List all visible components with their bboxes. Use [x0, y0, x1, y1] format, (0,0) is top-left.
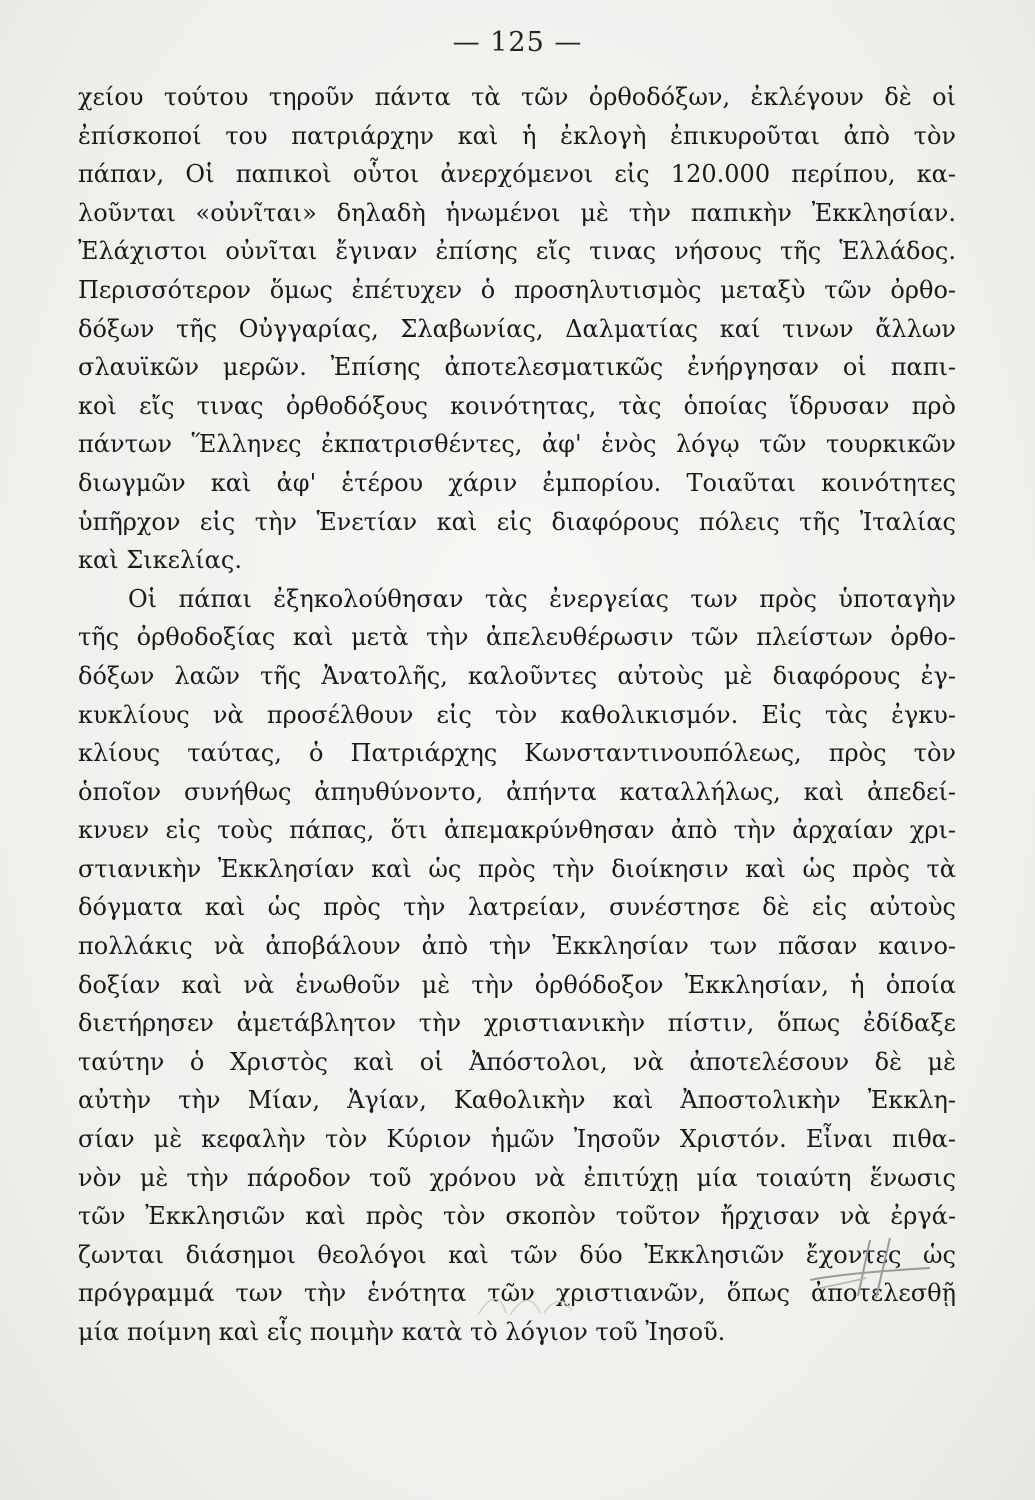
text-line: τῶν Ἐκκλησιῶν καὶ πρὸς τὸν σκοπὸν τοῦτον ἤρχισαν νὰ ἐργά-: [78, 1202, 956, 1231]
faint-pencil-mark: [470, 1285, 580, 1325]
text-line: αὐτὴν τὴν Μίαν, Ἁγίαν, Καθολικὴν καὶ Ἀποστολικὴν Ἐκκλη-: [78, 1086, 956, 1115]
text-line: Περισσότερον ὅμως ἐπέτυχεν ὁ προσηλυτισμὸς μεταξὺ τῶν ὀρθο-: [78, 275, 956, 304]
text-line: ὁποῖον συνήθως ἀπηυθύνοντο, ἀπήντα καταλλήλως, καὶ ἀπεδεί-: [78, 777, 956, 806]
text-line: δόξων τῆς Οὐγγαρίας, Σλαβωνίας, Δαλματίας καί τινων ἄλλων: [78, 314, 956, 343]
text-line: λοῦνται «οὐνῖται» δηλαδὴ ἡνωμένοι μὲ τὴν παπικὴν Ἐκκλησίαν.: [78, 198, 956, 227]
text-line: διετήρησεν ἀμετάβλητον τὴν χριστιανικὴν πίστιν, ὅπως ἐδίδαξε: [78, 1009, 956, 1038]
text-line: δόγματα καὶ ὡς πρὸς τὴν λατρείαν, συνέστησε δὲ εἰς αὐτοὺς: [78, 893, 956, 922]
page-number: — 125 —: [452, 27, 583, 58]
text-line: ἐπίσκοποί του πατριάρχην καὶ ἡ ἐκλογὴ ἐπικυροῦται ἀπὸ τὸν: [78, 121, 956, 150]
text-line-paragraph-end: καὶ Σικελίας.: [78, 546, 242, 575]
text-line: πρόγραμμά των τὴν ἑνότητα τῶν χριστιανῶν, ὅπως ἀποτελεσθῇ: [78, 1279, 956, 1308]
text-line: πάπαν, Οἱ παπικοὶ οὗτοι ἀνερχόμενοι εἰς 120.000 περίπου, κα-: [78, 160, 956, 189]
text-line: στιανικὴν Ἐκκλησίαν καὶ ὡς πρὸς τὴν διοίκησιν καὶ ὡς πρὸς τὰ: [78, 854, 956, 883]
text-line-paragraph-end: μία ποίμνη καὶ εἷς ποιμὴν κατὰ τὸ λόγιον τοῦ Ἰησοῦ.: [78, 1318, 726, 1346]
text-line: ζωνται διάσημοι θεολόγοι καὶ τῶν δύο Ἐκκλησιῶν ἔχοντες ὡς: [78, 1240, 956, 1269]
text-line: κνυεν εἰς τοὺς πάπας, ὅτι ἀπεμακρύνθησαν ἀπὸ τὴν ἀρχαίαν χρι-: [78, 816, 956, 845]
text-line: πολλάκις νὰ ἀποβάλουν ἀπὸ τὴν Ἐκκλησίαν των πᾶσαν καινο-: [78, 932, 956, 961]
text-line: ταύτην ὁ Χριστὸς καὶ οἱ Ἀπόστολοι, νὰ ἀποτελέσουν δὲ μὲ: [78, 1047, 956, 1076]
text-line: κοὶ εἴς τινας ὀρθοδόξους κοινότητας, τὰς ὁποίας ἵδρυσαν πρὸ: [78, 391, 956, 420]
text-line: κυκλίους νὰ προσέλθουν εἰς τὸν καθολικισμόν. Εἰς τὰς ἐγκυ-: [78, 700, 956, 729]
text-line: σίαν μὲ κεφαλὴν τὸν Κύριον ἡμῶν Ἰησοῦν Χριστόν. Εἶναι πιθα-: [78, 1125, 956, 1154]
text-line: χείου τούτου τηροῦν πάντα τὰ τῶν ὀρθοδόξων, ἐκλέγουν δὲ οἱ: [78, 83, 956, 111]
body-text: [78, 78, 956, 1352]
text-line: Ἐλάχιστοι οὐνῖται ἔγιναν ἐπίσης εἴς τινας νήσους τῆς Ἑλλάδος.: [78, 237, 956, 266]
text-line-paragraph-start: Οἱ πάπαι ἐξηκολούθησαν τὰς ἐνεργείας των πρὸς ὑποταγὴν: [128, 584, 956, 613]
text-line: διωγμῶν καὶ ἀφ' ἑτέρου χάριν ἐμπορίου. Τοιαῦται κοινότητες: [78, 468, 956, 497]
text-line: δόξων λαῶν τῆς Ἀνατολῆς, καλοῦντες αὐτοὺς μὲ διαφόρους ἐγ-: [78, 661, 956, 690]
text-line: τῆς ὀρθοδοξίας καὶ μετὰ τὴν ἀπελευθέρωσιν τῶν πλείστων ὀρθο-: [78, 623, 956, 652]
text-line: σλαυϊκῶν μερῶν. Ἐπίσης ἀποτελεσματικῶς ἐνήργησαν οἱ παπι-: [78, 353, 956, 382]
text-line: νὸν μὲ τὴν πάροδον τοῦ χρόνου νὰ ἐπιτύχῃ μία τοιαύτη ἕνωσις: [78, 1163, 956, 1192]
text-line: κλίους ταύτας, ὁ Πατριάρχης Κωνσταντινουπόλεως, πρὸς τὸν: [78, 739, 956, 768]
text-line: πάντων Ἕλληνες ἐκπατρισθέντες, ἀφ' ἑνὸς λόγῳ τῶν τουρκικῶν: [78, 430, 956, 459]
text-line: ὑπῆρχον εἰς τὴν Ἑνετίαν καὶ εἰς διαφόρους πόλεις τῆς Ἰταλίας: [78, 507, 956, 536]
handwritten-signature-mark: [800, 1232, 940, 1302]
text-line: δοξίαν καὶ νὰ ἑνωθοῦν μὲ τὴν ὀρθόδοξον Ἐκκλησίαν, ἡ ὁποία: [78, 970, 956, 999]
